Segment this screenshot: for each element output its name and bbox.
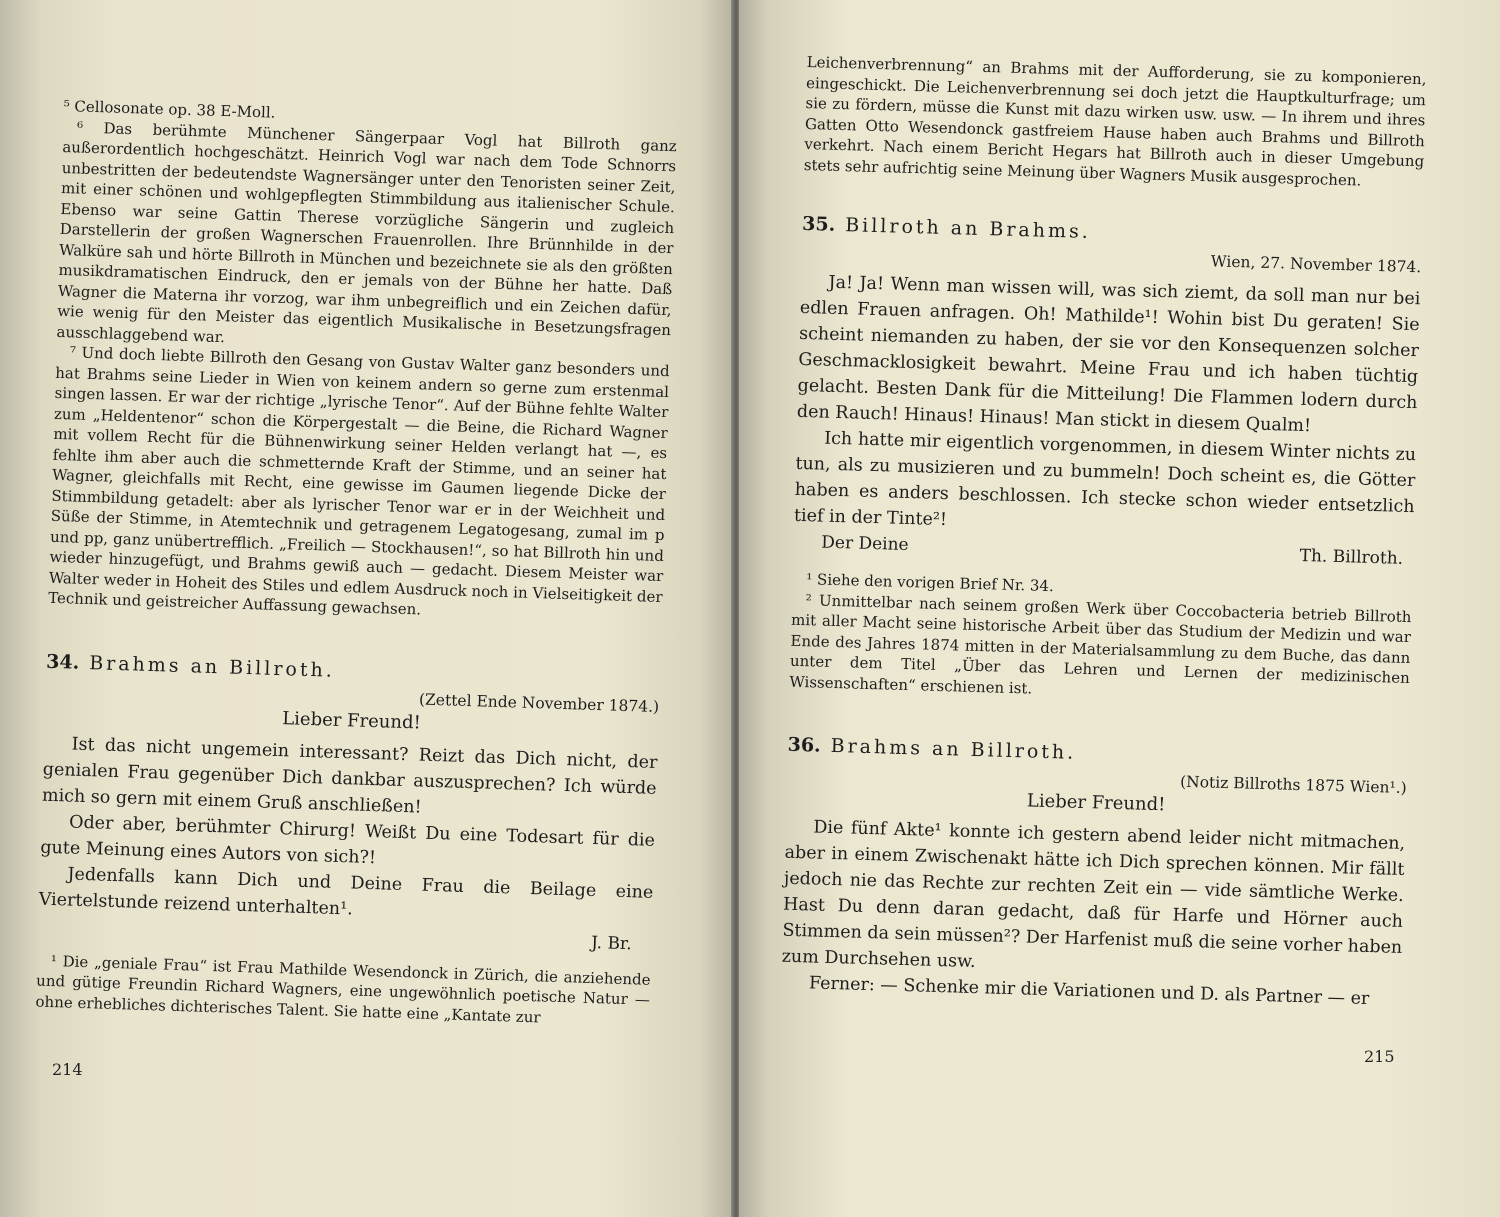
letter-36-place: (Notiz Billroths 1875 Wien¹.) xyxy=(1179,772,1407,798)
letter-36-paragraph: Die fünf Akte¹ konnte ich gestern abend leider nicht mitmachen, aber in einem Zwischenakt hätte ich Dich sprechen können. Mir fällt jedoch nie das Rechte zur rechten Zeit ein — vide sämtliche Werke. Hast Du denn daran gedacht, daß für Harfe und Hörner auch Stimmen da sein müssen²? Der Harfenist muß die seine vorher haben zum Durchsehen usw. xyxy=(781,817,1406,973)
page-number-left: 214 xyxy=(52,1060,83,1079)
left-page xyxy=(0,0,733,1217)
letter-34-paragraph: Oder aber, berühmter Chirurg! Weißt Du eine Todesart für die gute Meinung eines Autors von sich?! xyxy=(40,812,656,868)
letter-36-title: Brahms an Billroth. xyxy=(830,734,1077,764)
left-page-text xyxy=(35,96,677,1031)
letter-35-signature: Th. Billroth. xyxy=(1299,545,1404,569)
letter-35-title: Billroth an Brahms. xyxy=(844,214,1092,243)
right-page xyxy=(739,0,1500,1217)
letter-34-paragraph: Ist das nicht ungemein interessant? Reizt das Dich nicht, der genialen Frau gegenüber Dich dankbar auszusprechen? Ich würde mich so gern mit einem Gruß anschließen! xyxy=(41,734,658,818)
letter-35-paragraph: Ich hatte mir eigentlich vorgenommen, in diesem Winter nichts zu tun, als zu musizieren und zu bummeln! Doch scheint es, die Götter haben es anders beschlossen. Ich stecke schon wieder entsetzlich tief in der Tinte²! xyxy=(793,428,1417,531)
letter-34-salute: Lieber Freund! xyxy=(281,707,422,734)
letter-34-title: Brahms an Billroth. xyxy=(88,651,336,682)
letter-36-paragraph: Ferner: — Schenke mir die Variationen und D. als Partner — er xyxy=(808,973,1370,1010)
right-page-text xyxy=(781,52,1427,1013)
letter-35-closing-text: Der Deine xyxy=(821,532,909,556)
letter-34-place: (Zettel Ende November 1874.) xyxy=(418,689,660,716)
letter-35-number: 35. xyxy=(801,212,836,236)
letter-35-place: Wien, 27. November 1874. xyxy=(1210,252,1422,277)
letter-36-salute: Lieber Freund! xyxy=(1026,790,1166,816)
footnote-2-right: ² Unmittelbar nach seinem großen Werk über Coccobacteria betrieb Billroth mit aller Macht seine historische Arbeit über das Studium der Medizin und war Ende des Jahres 1874 mitten in der Materialsammlung zu dem Buche, das dann unter dem Titel „Über das Lehren und Lernen der medizinischen Wissenschaften“ erschienen ist. xyxy=(789,590,1412,698)
footnote-5: ⁵ Cellosonate op. 38 E-Moll. xyxy=(63,96,276,122)
footnote-6: ⁶ Das berühmte Münchener Sängerpaar Vogl hat Billroth ganz außerordentlich hochgeschätzt. Heinrich Vogl war nach dem Tode Schnorrs unbestritten der bedeutendste Wagnersänger unter den Tenoristen seiner Zeit, mit einer schönen und wohlgepflegten Stimmbildung aus italienischer Schule. Ebenso war seine Gattin Therese vorzügliche Sängerin und zugleich Darstellerin der großen Wagnerschen Frauenrollen. Ihre Brünnhilde in der Walküre sah und hörte Billroth in München und bezeichnete sie als den größten musikdramatischen Eindruck, den er jemals von der Bühne her hatte. Daß Wagner die Materna ihr vorzog, war ihm unbegreiflich und ein Zeichen dafür, wie wenig für den Meister das eigentlich Musikalische in Besetzungsfragen ausschlaggebend war. xyxy=(56,117,678,346)
footnote-7: ⁷ Und doch liebte Billroth den Gesang von Gustav Walter ganz besonders und hat Brahms seine Lieder in Wien von keinem andern so gerne zum erstenmal singen lassen. Er war der richtige „lyrische Tenor“. Auf der Bühne fehlte Walter zum „Heldentenor“ schon die Körpergestalt — die Beine, die Richard Wagner mit vollem Recht für die Bühnenwirkung seiner Helden verlangt hat —, es fehlte ihm aber auch die schmetternde Kraft der Stimme, und an seiner hat Wagner, gleichfalls mit Recht, eine gewisse im Gaumen liegende Dicke der Stimmbildung getadelt: aber als lyrischer Tenor war er in der Weichheit und Süße der Stimme, in Atemtechnik und getragenem Legatogesang, zumal im p und pp, ganz unübertrefflich. „Freilich — Stockhausen!“, so hat Billroth hin und wieder hinzugefügt, und Brahms gewiß auch — gedacht. Diesem Meister war Walter weder in Hoheit des Stiles und edlem Ausdruck noch in Vielseitigkeit der Technik und geistreicher Auffassung gewachsen. xyxy=(47,343,670,619)
page-number-right: 215 xyxy=(1364,1047,1395,1066)
letter-34-signature: J. Br. xyxy=(590,932,632,954)
letter-34-paragraph: Jedenfalls kann Dich und Deine Frau die Beilage eine Viertelstunde reizend unterhalten¹. xyxy=(38,864,654,919)
footnote-1-right: ¹ Siehe den vorigen Brief Nr. 34. xyxy=(806,570,1054,596)
letter-35-paragraph: Ja! Ja! Wenn man wissen will, was sich ziemt, da soll man nur bei edlen Frauen anfragen. Oh! Mathilde¹! Wohin bist Du geraten! Sie scheint niemanden zu haben, der sie vor den Konsequenzen solcher Geschmacklosigkeit bewahrt. Meine Frau und ich haben tüchtig gelacht. Besten Dank für die Mitteilung! Die Flammen lodern durch den Rauch! Hinaus! Hinaus! Man stickt in diesem Qualm! xyxy=(796,272,1421,437)
footnote-1-left: ¹ Die „geniale Frau“ ist Frau Mathilde Wesendonck in Zürich, die anziehende und gütige Freundin Richard Wagners, eine ungewöhnlich poetische Natur — ohne erhebliches dichterisches Talent. Sie hatte eine „Kantate zur xyxy=(35,951,651,1026)
letter-34-number: 34. xyxy=(45,650,80,674)
letter-36-number: 36. xyxy=(787,733,822,757)
footnote-continuation: Leichenverbrennung“ an Brahms mit der Aufforderung, sie zu komponieren, eingeschickt. Die Leichenverbrennung sei doch jetzt die Hauptkulturfrage; um sie zu fördern, müsse die Kunst mit dazu wirken usw. usw. — In ihrem und ihres Gatten Otto Wesendonck gastfreiem Hause haben auch Brahms und Billroth verkehrt. Nach einem Bericht Hegars hat Billroth auch in dieser Umgebung stets sehr aufrichtig seine Meinung über Wagners Musik ausgesprochen. xyxy=(803,52,1427,190)
